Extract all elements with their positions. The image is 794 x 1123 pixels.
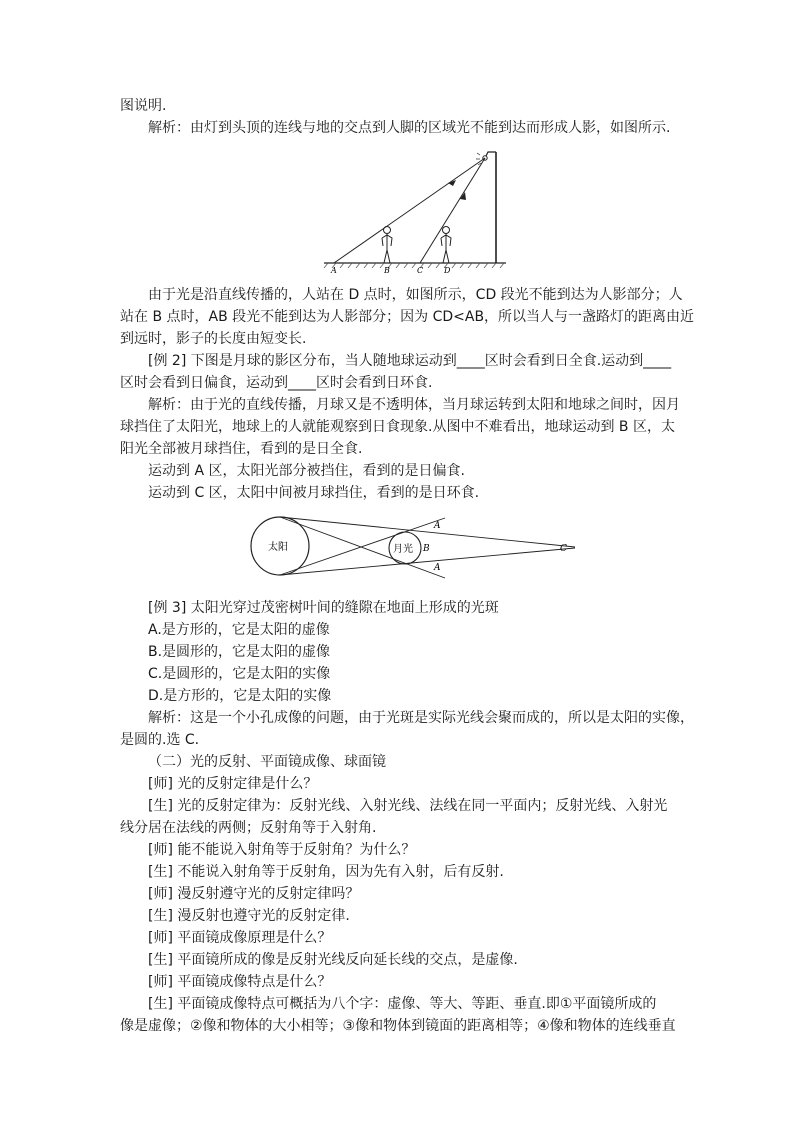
person-b [382,227,392,264]
option-a: A.是方形的，它是太阳的虚像 [148,622,330,638]
sun-label: 太阳 [268,542,288,553]
dialogue-line: [师] 光的反射定律是什么？ [148,776,318,792]
text-line: [例 3] 太阳光穿过茂密树叶间的缝隙在地面上形成的光斑 [148,600,499,616]
region-label: C [560,544,567,554]
point-label: A [331,266,337,274]
region-label: A [434,563,441,573]
eclipse-diagram [250,510,580,586]
text-line: 运动到 C 区，太阳中间被月球挡住，看到的是日环食. [148,485,480,501]
text-line: 运动到 A 区，太阳光部分被挡住，看到的是日偏食. [148,463,465,479]
tangent-line [280,517,575,547]
dialogue-line: [生] 漫反射也遵守光的反射定律. [148,908,350,924]
option-b: B.是圆形的，它是太阳的虚像 [148,644,331,660]
option-d: D.是方形的，它是太阳的实像 [148,688,332,704]
text-line: 解析：由灯到头顶的连线与地的交点到人脚的区域光不能到达而形成人影，如图所示. [148,120,671,136]
text-line: 区时会看到日偏食，运动到____区时会看到日环食. [120,375,433,391]
light-ray-c [420,158,485,263]
text-line: 图说明. [120,98,167,114]
dialogue-line: [生] 平面镜所成的像是反射光线反向延长线的交点，是虚像. [148,952,518,968]
dialogue-line: [生] 平面镜成像特点可概括为八个字：虚像、等大、等距、垂直.即①平面镜所成的 [148,996,657,1012]
text-line: 球挡住了太阳光，地球上的人就能观察到日食现象.从图中不难看出，地球运动到 B 区，太 [120,419,675,435]
dialogue-line: 像是虚像；②像和物体的大小相等；③像和物体到镜面的距离相等；④像和物体的连线垂直 [120,1018,676,1034]
text-line: 站在 B 点时，AB 段光不能到达为人影部分；因为 CD<AB，所以当人与一盏路灯的距离由近 [120,309,695,325]
text-line: 阳光全部被月球挡住，看到的是日全食. [120,441,363,457]
point-label: C [417,266,424,274]
point-label: D [444,266,451,274]
lamp-arm [486,152,496,156]
light-ray-a [334,158,485,263]
point-label: B [384,266,390,274]
text-line: 到远时，影子的长度由短变长. [120,331,307,347]
dialogue-line: [师] 能不能说入射角等于反射角？为什么？ [148,842,416,858]
region-label: B [423,544,430,554]
option-c: C.是圆形的，它是太阳的实像 [148,666,331,682]
ground-hatching [324,263,504,268]
moon-label: 月光 [393,544,413,555]
dialogue-line: [生] 光的反射定律为：反射光线、入射光线、法线在同一平面内；反射光线、入射光 [148,798,668,814]
dialogue-line: [师] 平面镜成像特点是什么？ [148,974,332,990]
text-line: 由于光是沿直线传播的，人站在 D 点时，如图所示，CD 段光不能到达为人影部分；人 [148,287,683,303]
dialogue-line: [师] 平面镜成像原理是什么？ [148,930,332,946]
text-line: [例 2] 下图是月球的影区分布，当人随地球运动到____区时会看到日全食.运动到____ [148,353,672,369]
text-line: 解析：由于光的直线传播，月球又是不透明体，当月球运转到太阳和地球之间时，因月 [148,397,680,413]
person-d [441,227,451,264]
dialogue-line: [师] 漫反射遵守光的反射定律吗？ [148,886,360,902]
dialogue-line: [生] 不能说入射角等于反射角，因为先有入射，后有反射. [148,864,504,880]
shadow-diagram [320,146,510,274]
dialogue-line: 线分居在法线的两侧；反射角等于入射角. [120,820,377,836]
region-label: A [434,521,441,531]
section-heading: （二）光的反射、平面镜成像、球面镜 [148,754,386,770]
text-line: 是圆的.选 C. [120,732,200,748]
text-line: 解析：这是一个小孔成像的问题，由于光斑是实际光线会聚而成的，所以是太阳的实像， [148,710,694,726]
